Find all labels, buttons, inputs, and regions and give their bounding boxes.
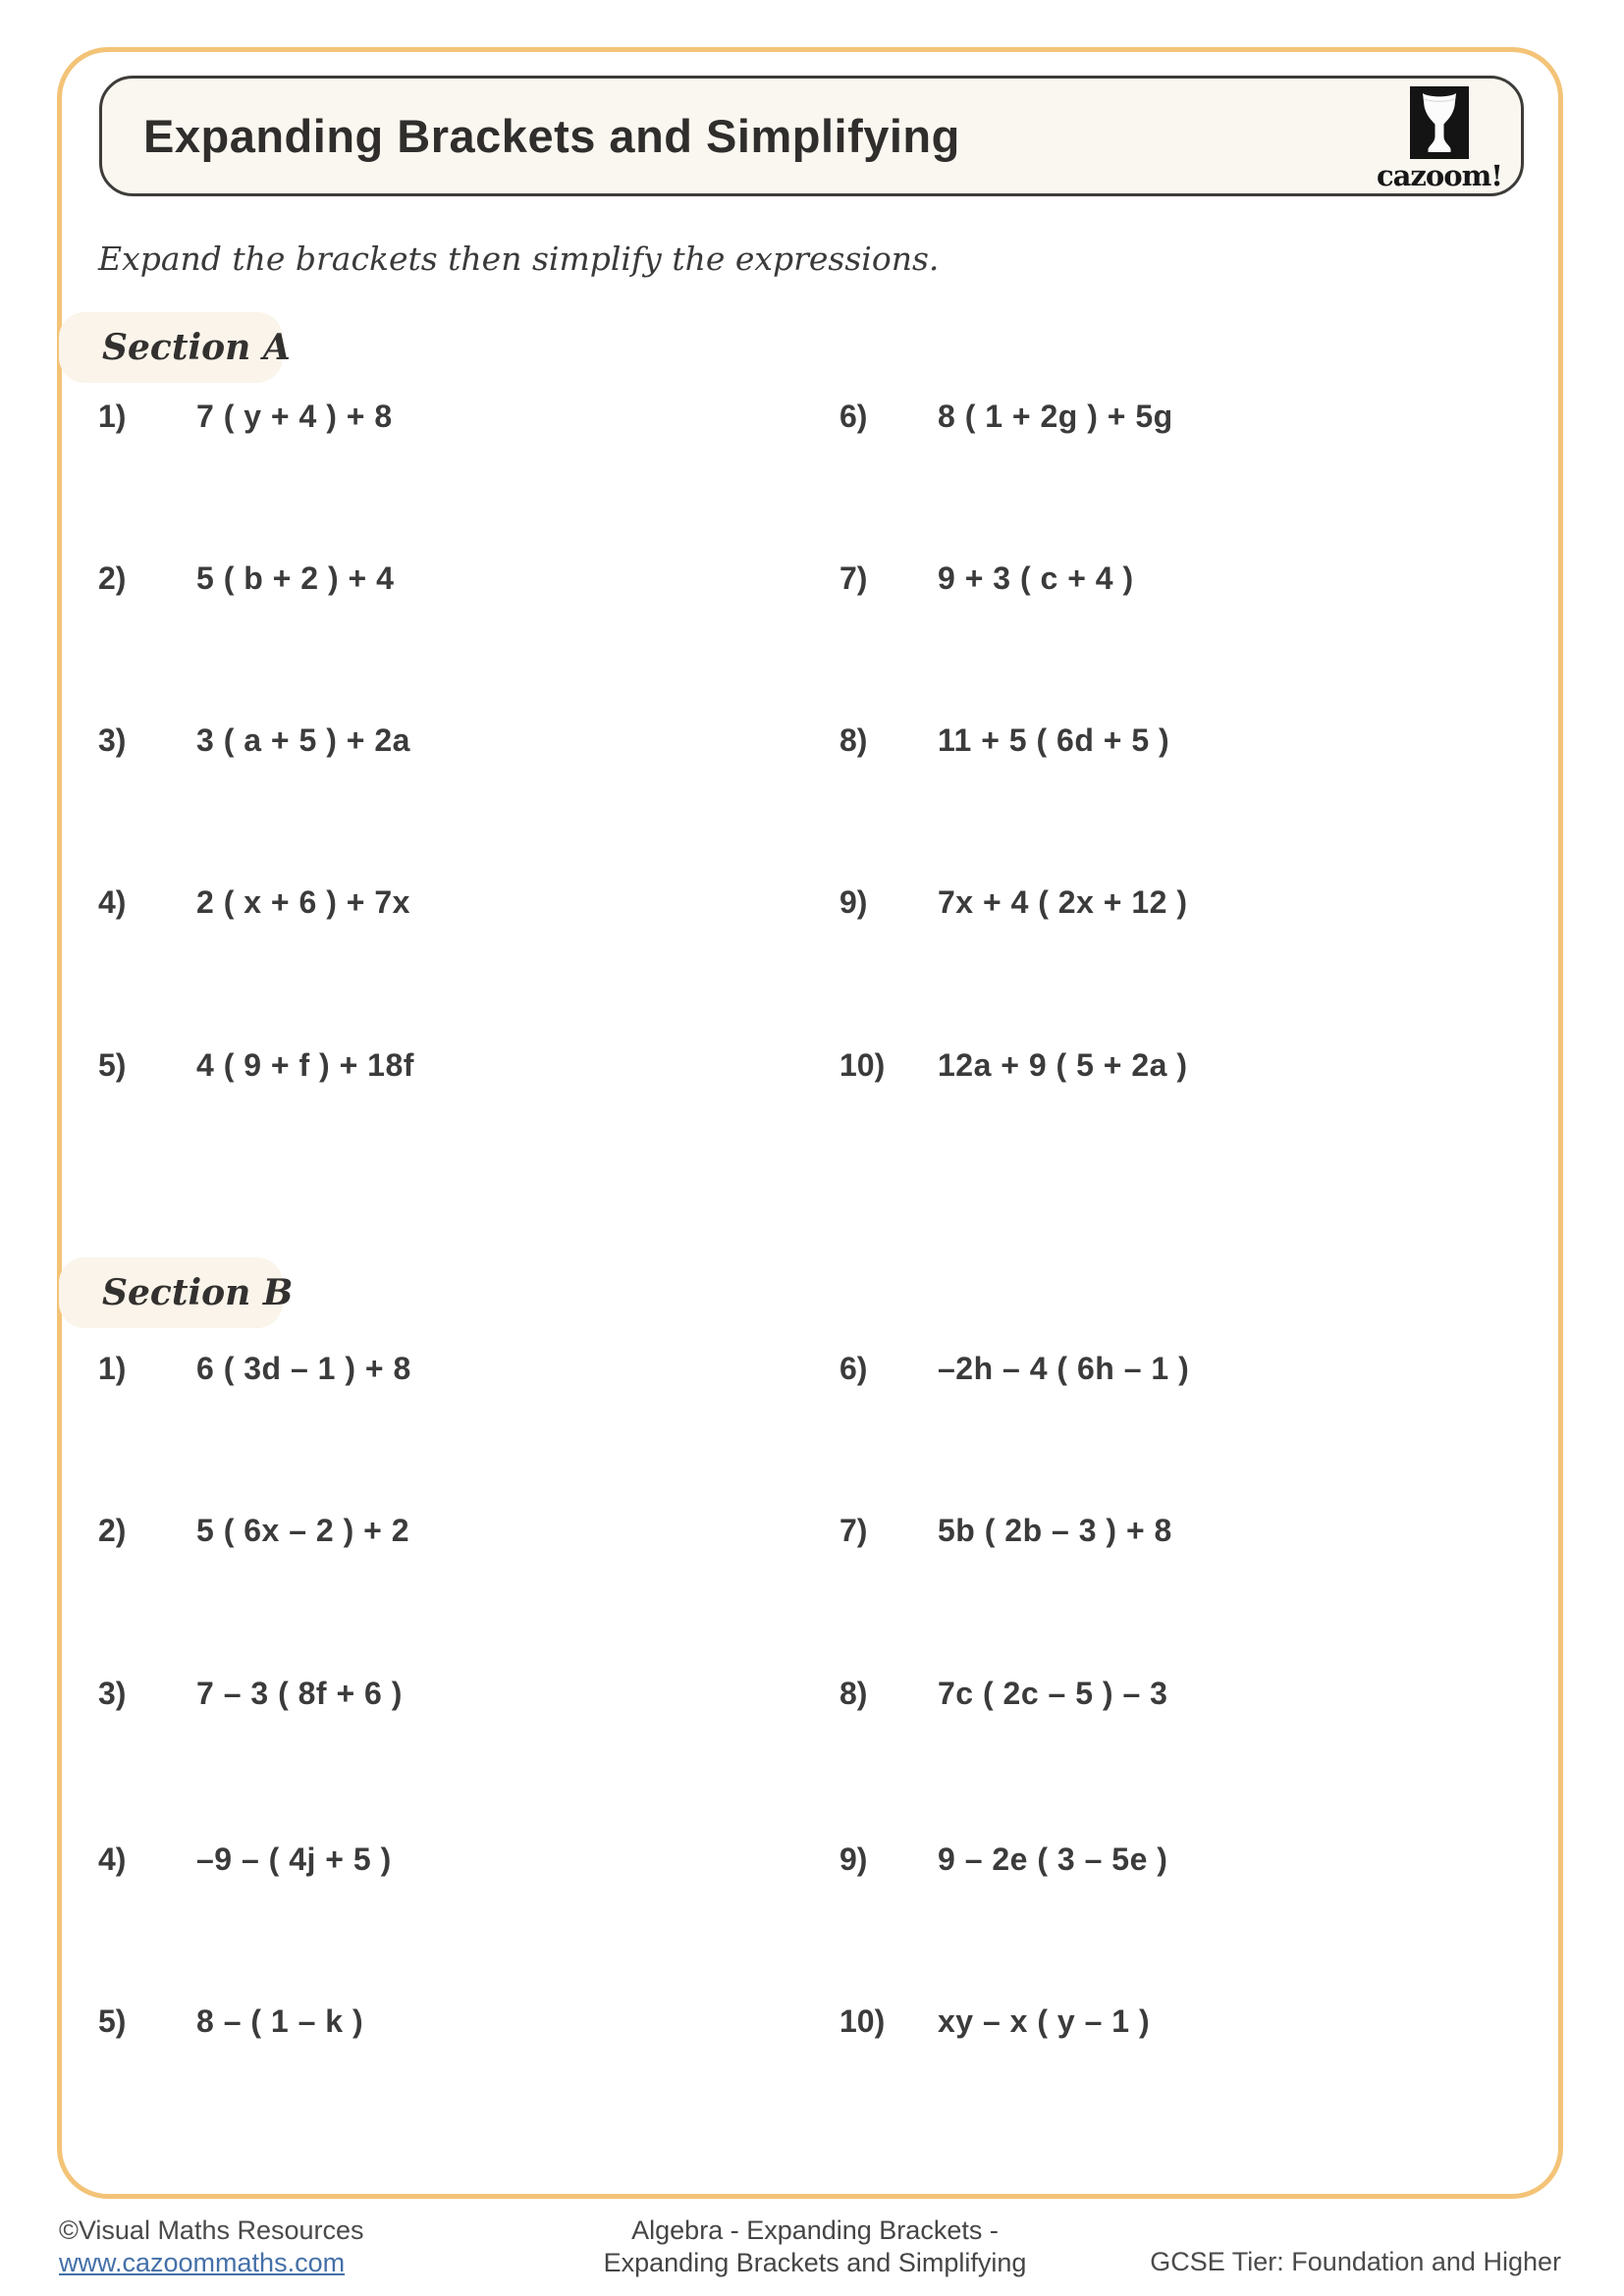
problem-expression: 5b ( 2b – 3 ) + 8 bbox=[938, 1513, 1172, 1548]
problem-row bbox=[98, 2003, 363, 2040]
problem-number: 7) bbox=[839, 561, 868, 596]
section-a-label: Section A bbox=[102, 327, 291, 368]
problem-number: 5) bbox=[98, 2003, 127, 2039]
problem-row bbox=[98, 722, 410, 759]
problem-row bbox=[839, 1047, 1188, 1084]
problem-expression: 3 ( a + 5 ) + 2a bbox=[196, 722, 410, 758]
problem-row bbox=[839, 1676, 1167, 1712]
problem-number: 10) bbox=[839, 2003, 886, 2039]
problem-number: 9) bbox=[839, 884, 868, 920]
problem-expression: 9 – 2e ( 3 – 5e ) bbox=[938, 1842, 1168, 1877]
problem-number: 6) bbox=[839, 399, 868, 434]
footer-topic-block bbox=[471, 2215, 1159, 2279]
problem-row bbox=[839, 1351, 1189, 1387]
section-b-badge bbox=[59, 1257, 294, 1328]
problem-number: 10) bbox=[839, 1047, 886, 1083]
problem-number: 1) bbox=[98, 399, 127, 434]
problem-row bbox=[839, 1513, 1172, 1549]
problem-row bbox=[98, 1513, 409, 1549]
problem-number: 8) bbox=[839, 1676, 868, 1711]
problem-expression: 5 ( b + 2 ) + 4 bbox=[196, 561, 395, 596]
problem-row bbox=[839, 2003, 1150, 2040]
problem-row bbox=[98, 884, 410, 921]
problem-row bbox=[839, 1842, 1167, 1878]
problem-expression: 4 ( 9 + f ) + 18f bbox=[196, 1047, 414, 1083]
problem-expression: 7 ( y + 4 ) + 8 bbox=[196, 399, 393, 434]
problem-expression: 8 ( 1 + 2g ) + 5g bbox=[938, 399, 1173, 434]
problem-expression: 2 ( x + 6 ) + 7x bbox=[196, 884, 410, 920]
cazoom-logo bbox=[1375, 86, 1504, 192]
problem-number: 3) bbox=[98, 722, 127, 758]
problem-row bbox=[839, 399, 1173, 435]
title-box bbox=[99, 76, 1524, 196]
problem-number: 5) bbox=[98, 1047, 127, 1083]
problem-number: 2) bbox=[98, 561, 127, 596]
problem-number: 7) bbox=[839, 1513, 868, 1548]
problem-row bbox=[98, 1351, 411, 1387]
problem-expression: 7 – 3 ( 8f + 6 ) bbox=[196, 1676, 403, 1711]
problem-expression: –2h – 4 ( 6h – 1 ) bbox=[938, 1351, 1190, 1386]
problem-row bbox=[98, 399, 393, 435]
problem-expression: xy – x ( y – 1 ) bbox=[938, 2003, 1151, 2039]
problem-number: 1) bbox=[98, 1351, 127, 1386]
problem-number: 4) bbox=[98, 1842, 127, 1877]
problem-number: 2) bbox=[98, 1513, 127, 1548]
problem-number: 3) bbox=[98, 1676, 127, 1711]
footer-tier: GCSE Tier: Foundation and Higher bbox=[1150, 2247, 1561, 2276]
problem-expression: –9 – ( 4j + 5 ) bbox=[196, 1842, 392, 1877]
problem-number: 4) bbox=[98, 884, 127, 920]
topic-line-1: Algebra - Expanding Brackets - bbox=[631, 2216, 999, 2245]
copyright-text: ©Visual Maths Resources bbox=[59, 2216, 364, 2245]
problem-expression: 12a + 9 ( 5 + 2a ) bbox=[938, 1047, 1188, 1083]
problem-row bbox=[98, 1842, 392, 1878]
section-b-label: Section B bbox=[102, 1272, 294, 1313]
djembe-drum-icon bbox=[1410, 86, 1469, 159]
problem-expression: 7x + 4 ( 2x + 12 ) bbox=[938, 884, 1188, 920]
section-a-badge bbox=[59, 312, 291, 383]
problem-row bbox=[839, 561, 1134, 597]
topic-line-2: Expanding Brackets and Simplifying bbox=[603, 2248, 1027, 2277]
problem-number: 6) bbox=[839, 1351, 868, 1386]
problem-row bbox=[98, 1676, 403, 1712]
problem-number: 8) bbox=[839, 722, 868, 758]
website-link[interactable]: www.cazoommaths.com bbox=[59, 2248, 346, 2277]
problem-expression: 8 – ( 1 – k ) bbox=[196, 2003, 364, 2039]
problem-expression: 7c ( 2c – 5 ) – 3 bbox=[938, 1676, 1168, 1711]
problem-number: 9) bbox=[839, 1842, 868, 1877]
brand-name: cazoom! bbox=[1376, 159, 1503, 192]
problem-expression: 5 ( 6x – 2 ) + 2 bbox=[196, 1513, 410, 1548]
problem-expression: 11 + 5 ( 6d + 5 ) bbox=[938, 722, 1170, 758]
problem-expression: 9 + 3 ( c + 4 ) bbox=[938, 561, 1134, 596]
instruction-text: Expand the brackets then simplify the expressions. bbox=[98, 240, 940, 278]
problem-row bbox=[98, 1047, 414, 1084]
problem-row bbox=[839, 884, 1188, 921]
problem-row bbox=[98, 561, 394, 597]
page-title: Expanding Brackets and Simplifying bbox=[143, 110, 960, 162]
footer-copyright-block bbox=[59, 2215, 364, 2279]
problem-row bbox=[839, 722, 1169, 759]
problem-expression: 6 ( 3d – 1 ) + 8 bbox=[196, 1351, 411, 1386]
